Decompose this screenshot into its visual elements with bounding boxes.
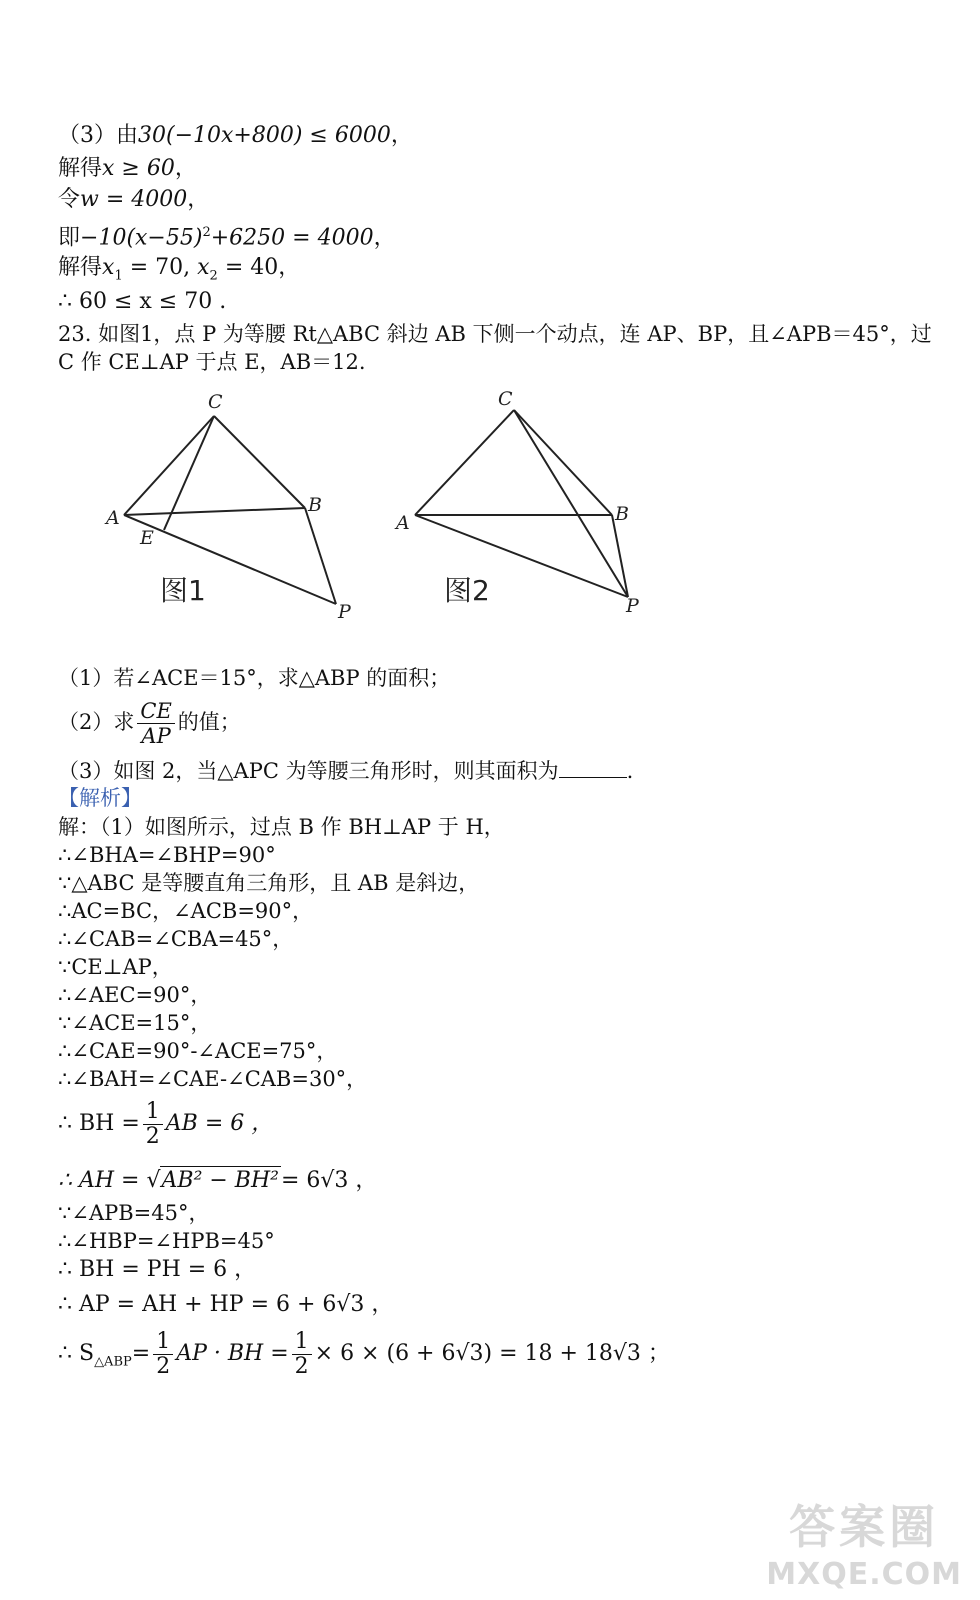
analysis-step-17: ∴ $S_{\triangle ABP}=$ $\frac{1}{2}$ AP · BH = $\frac{1}{2}$ × 6 × (6 + 6√3) = 18 + 18√3 ； <box>58 1328 670 1379</box>
analysis-step-6: ∵CE⊥AP， <box>58 955 173 979</box>
analysis-step-5: ∴∠CAB=∠CBA=45°， <box>58 927 294 951</box>
analysis-step-16: ∴ AP = AH + HP = 6 + 6√3 ， <box>58 1292 394 1317</box>
s17-fraction-2: $\frac{1}{2}$ <box>292 1330 312 1379</box>
fig2-label-b: B <box>615 503 629 525</box>
fig1-caption: 图1 <box>160 574 206 607</box>
answer-blank <box>559 759 627 778</box>
fig1-label-p: P <box>338 601 351 623</box>
question-3: （3）如图 2，当△APC 为等腰三角形时，则其面积为 . <box>58 759 634 783</box>
figure-1 <box>124 416 336 604</box>
analysis-tag: 【解析】 <box>58 786 142 810</box>
figures <box>100 378 680 628</box>
problem-line-1: 23. 如图1，点 P 为等腰 Rt△ABC 斜边 AB 下侧一个动点，连 AP、BP，且∠APB＝45°，过 <box>58 322 932 346</box>
fig2-label-p: P <box>626 595 639 617</box>
analysis-step-11: ∴ BH = $\frac{1}{2}$ AB = 6 ， <box>58 1098 274 1149</box>
figure-2 <box>415 410 628 597</box>
watermark-bottom: MXQE.COM <box>766 1557 962 1592</box>
prev-line-3: 令w = 4000， <box>58 187 210 212</box>
fig2-label-a: A <box>396 512 410 534</box>
analysis-step-3: ∵△ABC 是等腰直角三角形，且 AB 是斜边， <box>58 871 480 895</box>
fig1-segment-ab <box>124 508 305 515</box>
analysis-step-7: ∴∠AEC=90°， <box>58 983 212 1007</box>
fig1-label-c: C <box>208 391 223 413</box>
fig1-segment-cb <box>214 416 305 508</box>
analysis-step-15: ∴ BH = PH = 6 ， <box>58 1257 257 1282</box>
fig2-segment-ac <box>415 410 514 515</box>
s17-fraction-1: $\frac{1}{2}$ <box>153 1330 173 1379</box>
fig2-segment-cp <box>514 410 628 597</box>
watermark-top: 答案圈 <box>789 1500 940 1554</box>
analysis-step-13: ∵∠APB=45°， <box>58 1201 210 1225</box>
s11-fraction: $\frac{1}{2}$ <box>143 1100 163 1149</box>
problem-line-2: C 作 CE⊥AP 于点 E，AB＝12. <box>58 350 366 374</box>
fig2-label-c: C <box>498 388 513 410</box>
analysis-step-14: ∴∠HBP=∠HPB=45° <box>58 1229 275 1253</box>
fig1-label-a: A <box>106 507 120 529</box>
question-1: （1）若∠ACE＝15°，求△ABP 的面积； <box>58 666 451 690</box>
analysis-step-4: ∴AC=BC，∠ACB=90°， <box>58 899 314 923</box>
prev-line-5: 解得$x_1 = 70$, $x_2 = 40$， <box>58 255 301 284</box>
analysis-step-8: ∵∠ACE=15°， <box>58 1011 212 1035</box>
fig2-segment-cb <box>514 410 612 515</box>
analysis-step-9: ∴∠CAE=90°-∠ACE=75°， <box>58 1039 338 1063</box>
prev-line-2: 解得x ≥ 60， <box>58 156 197 181</box>
analysis-step-12: ∴ AH = √AB² − BH²= 6√3 ， <box>58 1168 378 1193</box>
fig1-label-b: B <box>308 494 322 516</box>
analysis-step-1: 解：（1）如图所示，过点 B 作 BH⊥AP 于 H， <box>58 815 505 839</box>
prev-line-4: 即$-10(x-55)^2+6250 = 4000$， <box>58 225 396 251</box>
fig1-segment-bp <box>305 508 336 604</box>
question-2: （2）求 $\frac{CE}{AP}$ 的值； <box>58 699 241 748</box>
prev-line-6: ∴ 60 ≤ x ≤ 70 . <box>58 289 227 314</box>
fig1-segment-ap <box>124 515 336 604</box>
fig1-segment-ac <box>124 416 214 515</box>
q2-fraction: $\frac{CE}{AP}$ <box>137 699 174 748</box>
prev-line-1: （3）由30(−10x+800) ≤ 6000， <box>58 123 413 148</box>
fig2-caption: 图2 <box>444 574 490 607</box>
watermark <box>766 1491 962 1592</box>
fig1-label-e: E <box>140 527 154 549</box>
analysis-step-2: ∴∠BHA=∠BHP=90° <box>58 843 276 867</box>
analysis-step-10: ∴∠BAH=∠CAE-∠CAB=30°， <box>58 1067 368 1091</box>
